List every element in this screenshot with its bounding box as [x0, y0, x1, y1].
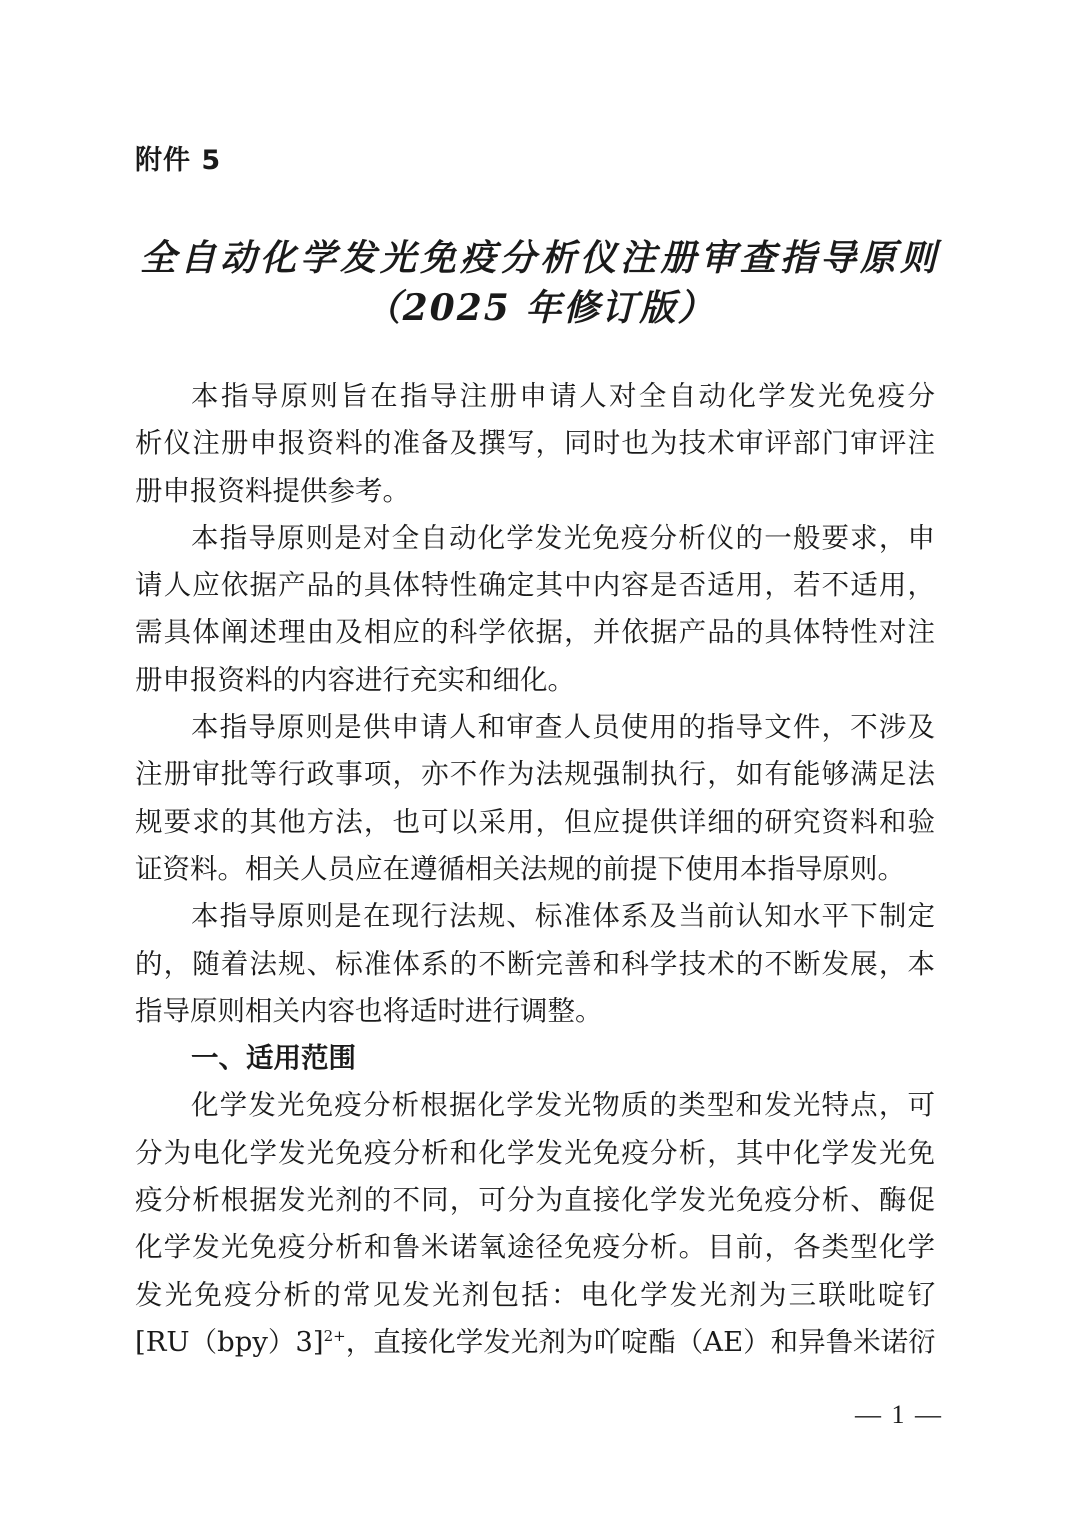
text-line: 分为电化学发光免疫分析和化学发光免疫分析，其中化学发光免 [135, 1136, 935, 1169]
document-title-version: （2025 年修订版） [364, 287, 716, 329]
text-line: 化学发光免疫分析和鲁米诺氧途径免疫分析。目前，各类型化学 [135, 1231, 935, 1264]
paragraph-usage [135, 704, 935, 893]
text-line: 本指导原则是在现行法规、标准体系及当前认知水平下制定 [191, 900, 935, 933]
text-line: 本指导原则是对全自动化学发光免疫分析仪的一般要求，申 [191, 521, 935, 554]
text-line: 本指导原则是供申请人和审查人员使用的指导文件，不涉及 [191, 711, 935, 744]
document-body [135, 373, 935, 1366]
text-line: 疫分析根据发光剂的不同，可分为直接化学发光免疫分析、酶促 [135, 1184, 935, 1217]
text-line: 册申报资料提供参考。 [135, 474, 410, 507]
text-line: 请人应依据产品的具体特性确定其中内容是否适用，若不适用， [135, 569, 935, 602]
paragraph-scope [135, 1082, 935, 1366]
paragraph-purpose [135, 373, 935, 515]
text-line: 化学发光免疫分析根据化学发光物质的类型和发光特点，可 [191, 1089, 935, 1122]
section-heading-scope: 一、适用范围 [191, 1042, 356, 1075]
text-line: 需具体阐述理由及相应的科学依据，并依据产品的具体特性对注 [135, 616, 935, 649]
text-line: 本指导原则旨在指导注册申请人对全自动化学发光免疫分 [191, 380, 935, 412]
formula-text: [RU（bpy）3] [135, 1325, 324, 1358]
formula-superscript: 2+ [323, 1326, 346, 1345]
paragraph-adjustment [135, 893, 935, 1035]
text-fragment: ，直接化学发光剂为吖啶酯（AE）和异鲁米诺衍 [345, 1325, 936, 1358]
text-line: 析仪注册申报资料的准备及撰写，同时也为技术审评部门审评注 [135, 427, 935, 460]
text-line: 规要求的其他方法，也可以采用，但应提供详细的研究资料和验 [135, 805, 935, 838]
text-line: 证资料。相关人员应在遵循相关法规的前提下使用本指导原则。 [135, 852, 905, 885]
document-title: 全自动化学发光免疫分析仪注册审查指导原则 [139, 237, 940, 279]
paragraph-requirements [135, 515, 935, 704]
annex-label: 附件 5 [135, 145, 222, 176]
text-line: 发光免疫分析的常见发光剂包括：电化学发光剂为三联吡啶钌 [135, 1278, 935, 1311]
text-line: 指导原则相关内容也将适时进行调整。 [135, 994, 603, 1027]
text-line: 注册审批等行政事项，亦不作为法规强制执行，如有能够满足法 [135, 758, 935, 791]
page-number: — 1 — [855, 1400, 943, 1429]
text-line: 的，随着法规、标准体系的不断完善和科学技术的不断发展，本 [135, 947, 935, 980]
text-line [135, 1319, 935, 1366]
text-line: 册申报资料的内容进行充实和细化。 [135, 663, 575, 696]
